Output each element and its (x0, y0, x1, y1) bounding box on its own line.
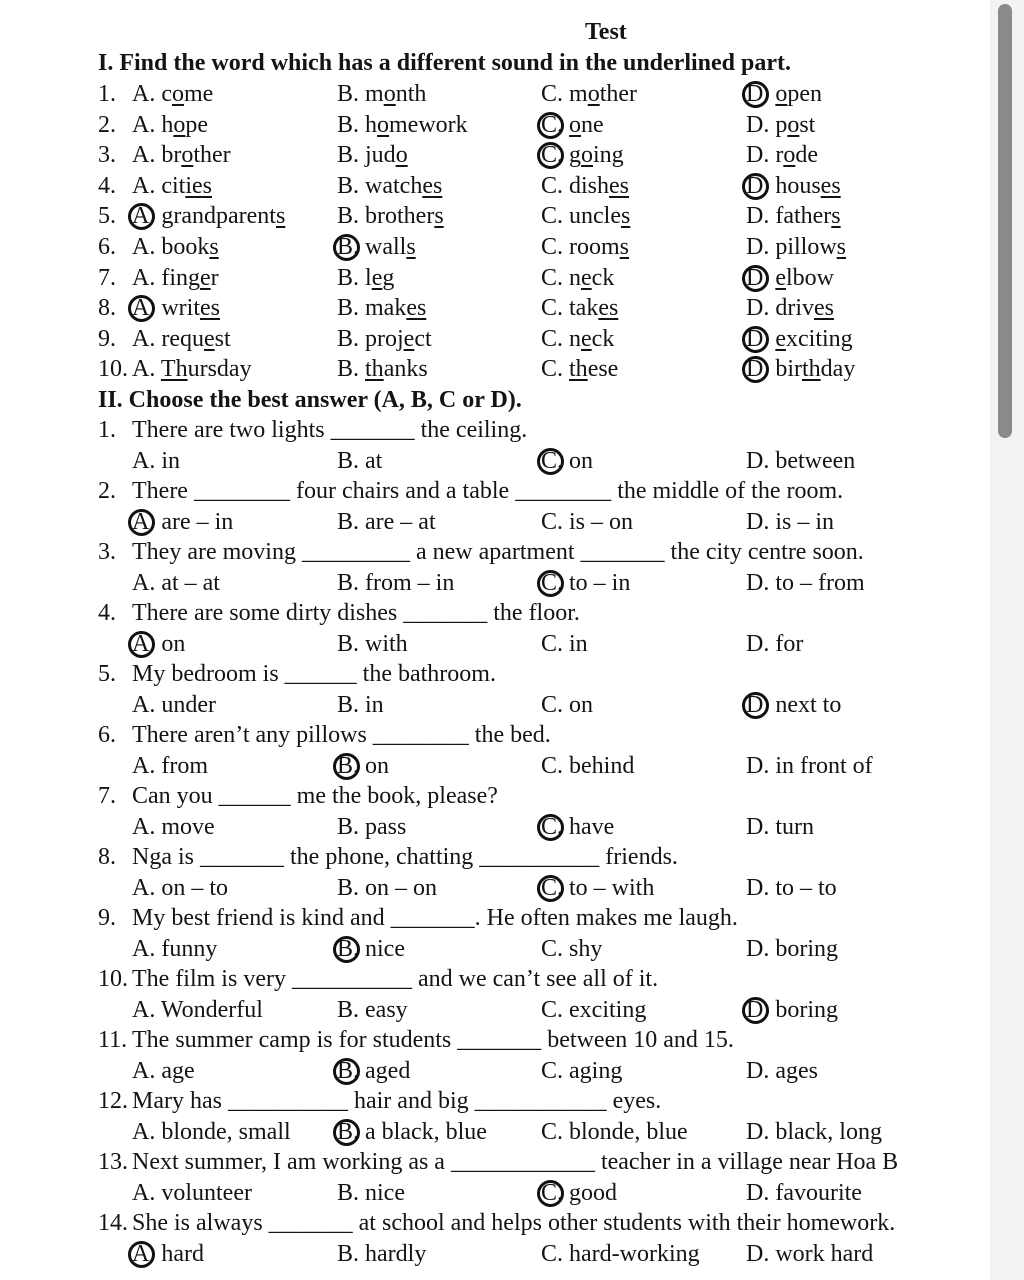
question-number: 8. (98, 844, 116, 870)
option-c: C. on (541, 691, 594, 718)
option-text: B. brother (337, 203, 435, 230)
option-c: C. aging (541, 1057, 623, 1084)
option-b (337, 325, 432, 353)
question-number: 6. (98, 234, 116, 260)
option-d (746, 111, 815, 139)
option-a: A. volunteer (132, 1179, 252, 1206)
option-d: D. between (746, 447, 856, 474)
question-number: 13. (98, 1149, 128, 1175)
option-c: C. to – with (541, 874, 655, 901)
question-stem: Next summer, I am working as a ____________ teacher in a village near Hoa B (132, 1149, 899, 1175)
underlined-part: es (814, 295, 834, 322)
option-text: B. wall (337, 234, 407, 260)
part2-heading: II. Choose the best answer (A, B, C or D). (98, 387, 522, 413)
answer-circle (333, 1119, 360, 1146)
underlined-part: o (783, 142, 796, 169)
option-c (541, 233, 629, 261)
underlined-part: e (775, 264, 786, 291)
option-text: xciting (786, 325, 853, 352)
option-text: C. uncle (541, 203, 621, 230)
option-text: A. c (132, 81, 172, 107)
underlined-part: e (371, 264, 383, 291)
option-d: D. work hard (746, 1240, 874, 1267)
question-number: 8. (98, 295, 116, 322)
option-text: D. hous (746, 172, 821, 199)
option-text: C. m (541, 81, 588, 107)
question-number: 1. (98, 81, 116, 107)
option-text: r (210, 264, 219, 291)
underlined-part: s (209, 234, 219, 260)
answer-circle (537, 814, 564, 841)
answer-circle (333, 936, 360, 963)
answer-circle (742, 326, 769, 353)
option-text: A. requ (132, 325, 204, 352)
option-d (746, 141, 818, 169)
option-d: D. favourite (746, 1179, 862, 1206)
option-b: B. nice (337, 935, 405, 962)
question-stem: She is always _______ at school and helps other students with their homework. (132, 1210, 896, 1236)
option-text: D. pillow (746, 234, 837, 260)
question-number: 7. (98, 783, 116, 809)
option-d: D. in front of (746, 752, 873, 779)
question-number: 11. (98, 1027, 128, 1053)
option-text: ne (581, 111, 604, 138)
option-text: ct (414, 325, 432, 352)
option-c (541, 202, 630, 230)
option-text: A. fing (132, 264, 200, 291)
underlined-part: th (802, 356, 821, 383)
option-b: B. at (337, 447, 383, 474)
option-text: ther (193, 142, 231, 169)
option-text: lbow (786, 264, 834, 291)
question-number: 4. (98, 172, 116, 199)
option-c: C. to – in (541, 569, 631, 596)
option-d: D. for (746, 630, 804, 657)
option-a: A. hard (132, 1240, 204, 1267)
option-text: ing (593, 142, 624, 169)
question-stem: Nga is _______ the phone, chatting __________ friends. (132, 844, 678, 870)
underlined-part: es (422, 172, 443, 199)
option-d: D. to – from (746, 569, 865, 596)
option-text: A. book (132, 234, 210, 260)
option-d: D. boring (746, 996, 838, 1023)
option-text: nth (395, 81, 427, 107)
underlined-part: e (403, 325, 415, 352)
option-b: B. a black, blue (337, 1118, 487, 1145)
option-text: ther (599, 81, 637, 107)
underlined-part: s (836, 234, 847, 260)
underlined-part: o (581, 142, 594, 169)
option-b: B. easy (337, 996, 408, 1023)
option-d: D. black, long (746, 1118, 882, 1145)
option-d (746, 294, 834, 322)
option-text: B. m (337, 81, 384, 107)
answer-circle (537, 570, 564, 597)
option-text: D. (746, 264, 776, 291)
underlined-part: es (609, 172, 630, 199)
option-a (132, 355, 252, 383)
option-b: B. pass (337, 813, 407, 840)
question-stem: They are moving _________ a new apartment _______ the city centre soon. (132, 539, 864, 565)
option-a (132, 141, 231, 169)
option-a: A. under (132, 691, 216, 718)
option-d: D. is – in (746, 508, 835, 535)
option-b (337, 111, 468, 139)
option-b (337, 264, 394, 292)
scrollbar-thumb[interactable] (998, 4, 1012, 438)
question-stem: The summer camp is for students _______ between 10 and 15. (132, 1027, 734, 1053)
option-a (132, 172, 212, 200)
option-text: st (799, 111, 816, 138)
option-text: B. watch (337, 172, 423, 199)
option-a: A. on – to (132, 874, 228, 901)
underlined-part: o (171, 81, 184, 107)
answer-circle (537, 875, 564, 902)
option-text: day (820, 356, 856, 383)
option-a: A. from (132, 752, 208, 779)
underlined-part: s (406, 234, 416, 260)
question-number: 3. (98, 539, 116, 565)
underlined-part: es (820, 172, 841, 199)
option-a (132, 111, 208, 139)
answer-circle (128, 631, 155, 658)
option-text: g (382, 264, 395, 291)
option-b (337, 202, 444, 230)
question-stem: There ________ four chairs and a table ________ the middle of the room. (132, 478, 844, 504)
option-text: B. proj (337, 325, 404, 352)
option-a: A. are – in (132, 508, 234, 535)
option-text: A. grandparent (132, 203, 276, 230)
option-c: C. blonde, blue (541, 1118, 688, 1145)
underlined-part: ies (185, 172, 212, 199)
underlined-part: s (831, 203, 841, 230)
option-a (132, 80, 213, 108)
question-number: 10. (98, 356, 128, 383)
answer-circle (537, 448, 564, 475)
underlined-part: es (406, 295, 427, 322)
question-number: 4. (98, 600, 116, 626)
underlined-part: o (775, 81, 788, 107)
option-text: A. h (132, 111, 174, 138)
option-a (132, 264, 219, 292)
option-c: C. good (541, 1179, 618, 1206)
option-b (337, 294, 426, 322)
underlined-part: th (569, 356, 588, 383)
option-text: D. driv (746, 295, 814, 322)
option-c (541, 264, 614, 292)
option-c: C. behind (541, 752, 635, 779)
option-b: B. hardly (337, 1240, 427, 1267)
underlined-part: o (569, 111, 582, 138)
underlined-part: Th (160, 356, 188, 383)
question-number: 12. (98, 1088, 128, 1114)
option-a: A. Wonderful (132, 996, 263, 1023)
answer-circle (742, 173, 769, 200)
option-b: B. nice (337, 1179, 405, 1206)
option-b (337, 141, 408, 169)
question-number: 2. (98, 111, 116, 138)
question-stem: Mary has __________ hair and big ___________ eyes. (132, 1088, 662, 1114)
question-number: 2. (98, 478, 116, 504)
underlined-part: o (587, 81, 600, 107)
option-text: A. writ (132, 295, 200, 322)
underlined-part: e (581, 264, 592, 291)
underlined-part: e (775, 325, 786, 352)
option-d: D. ages (746, 1057, 818, 1084)
question-stem: There aren’t any pillows ________ the bed. (132, 722, 551, 748)
option-text: st (214, 325, 231, 352)
option-a: A. on (132, 630, 186, 657)
question-stem: The film is very __________ and we can’t see all of it. (132, 966, 659, 992)
option-d: D. to – to (746, 874, 837, 901)
question-number: 5. (98, 203, 116, 230)
option-b (337, 172, 442, 200)
underlined-part: e (203, 325, 215, 352)
option-c (541, 80, 637, 108)
underlined-part: e (200, 264, 211, 291)
answer-circle (742, 997, 769, 1024)
option-d: D. next to (746, 691, 842, 718)
question-number: 7. (98, 264, 116, 291)
answer-circle (742, 81, 769, 108)
question-stem: My bedroom is ______ the bathroom. (132, 661, 496, 687)
option-a: A. at – at (132, 569, 220, 596)
answer-circle (128, 509, 155, 536)
underlined-part: e (581, 325, 592, 352)
option-c: C. is – on (541, 508, 634, 535)
question-number: 9. (98, 905, 116, 931)
question-number: 14. (98, 1210, 128, 1236)
option-text: ursday (187, 356, 252, 383)
answer-circle (333, 753, 360, 780)
option-d: D. turn (746, 813, 814, 840)
option-a (132, 325, 231, 353)
option-d: D. boring (746, 935, 838, 962)
question-number: 10. (98, 966, 128, 992)
option-c: C. hard-working (541, 1240, 700, 1267)
option-text: B. h (337, 111, 378, 138)
option-c: C. shy (541, 935, 603, 962)
option-text: C. n (541, 325, 582, 352)
option-text: anks (383, 356, 428, 383)
answer-circle (333, 234, 360, 261)
option-c (541, 294, 618, 322)
option-text: C. dish (541, 172, 610, 199)
option-text: de (795, 142, 818, 169)
underlined-part: o (377, 111, 390, 138)
option-text: ck (591, 325, 615, 352)
option-text: C. (541, 111, 570, 138)
option-text: D. (746, 325, 776, 352)
option-c: C. exciting (541, 996, 647, 1023)
option-b: B. aged (337, 1057, 411, 1084)
option-text: C. n (541, 264, 582, 291)
question-stem: My best friend is kind and _______. He often makes me laugh. (132, 905, 738, 931)
option-text: pen (787, 81, 822, 107)
option-text: A. br (132, 142, 182, 169)
question-stem: There are two lights _______ the ceiling. (132, 417, 528, 443)
answer-circle (537, 112, 564, 139)
scrollbar[interactable] (990, 0, 1024, 1280)
part1-heading: I. Find the word which has a different sound in the underlined part. (98, 50, 791, 76)
option-c: C. on (541, 447, 594, 474)
question-number: 1. (98, 417, 116, 443)
option-text: D. bir (746, 356, 802, 383)
option-text: D. r (746, 142, 784, 169)
option-b (337, 355, 428, 383)
question-number: 3. (98, 142, 116, 169)
option-text: C. (541, 356, 570, 383)
option-text: mework (389, 111, 468, 138)
option-text: B. jud (337, 142, 396, 169)
option-text: ese (587, 356, 619, 383)
option-b: B. from – in (337, 569, 455, 596)
option-text: D. (746, 81, 776, 107)
option-c: C. in (541, 630, 588, 657)
option-b: B. in (337, 691, 384, 718)
option-b: B. on (337, 752, 390, 779)
option-b (337, 80, 426, 108)
option-d (746, 202, 841, 230)
option-d (746, 233, 846, 261)
answer-circle (742, 265, 769, 292)
underlined-part: o (383, 81, 396, 107)
option-c: C. have (541, 813, 615, 840)
underlined-part: s (434, 203, 444, 230)
answer-circle (333, 1058, 360, 1085)
option-text: pe (185, 111, 208, 138)
underlined-part: o (173, 111, 186, 138)
underlined-part: es (598, 295, 619, 322)
option-text: D. father (746, 203, 832, 230)
option-a: A. move (132, 813, 215, 840)
underlined-part: o (787, 111, 800, 138)
option-text: B. (337, 356, 366, 383)
answer-circle (128, 295, 155, 322)
option-c (541, 355, 618, 383)
option-text: B. l (337, 264, 372, 291)
question-number: 6. (98, 722, 116, 748)
underlined-part: o (395, 142, 408, 169)
question-stem: Can you ______ me the book, please? (132, 783, 498, 809)
question-stem: There are some dirty dishes _______ the floor. (132, 600, 580, 626)
option-a: A. age (132, 1057, 195, 1084)
option-text: D. p (746, 111, 788, 138)
underlined-part: s (620, 203, 631, 230)
option-text: ck (591, 264, 615, 291)
option-text: C. g (541, 142, 582, 169)
option-a: A. funny (132, 935, 218, 962)
option-b: B. are – at (337, 508, 436, 535)
page-title: Test (585, 19, 627, 45)
underlined-part: th (365, 356, 384, 383)
underlined-part: s (275, 203, 286, 230)
answer-circle (537, 142, 564, 169)
option-text: A. (132, 356, 161, 383)
underlined-part: o (181, 142, 194, 169)
answer-circle (742, 692, 769, 719)
option-c (541, 325, 614, 353)
option-text: A. cit (132, 172, 186, 199)
underlined-part: s (619, 234, 630, 260)
option-b: B. on – on (337, 874, 438, 901)
answer-circle (128, 1241, 155, 1268)
option-text: C. tak (541, 295, 599, 322)
answer-circle (537, 1180, 564, 1207)
option-text: me (183, 81, 214, 107)
option-c (541, 172, 629, 200)
option-a: A. in (132, 447, 180, 474)
option-a: A. blonde, small (132, 1118, 291, 1145)
question-number: 5. (98, 661, 116, 687)
question-number: 9. (98, 325, 116, 352)
option-text: C. room (541, 234, 620, 260)
option-text: B. mak (337, 295, 407, 322)
option-b: B. with (337, 630, 408, 657)
option-a (132, 233, 219, 261)
underlined-part: es (200, 295, 220, 322)
